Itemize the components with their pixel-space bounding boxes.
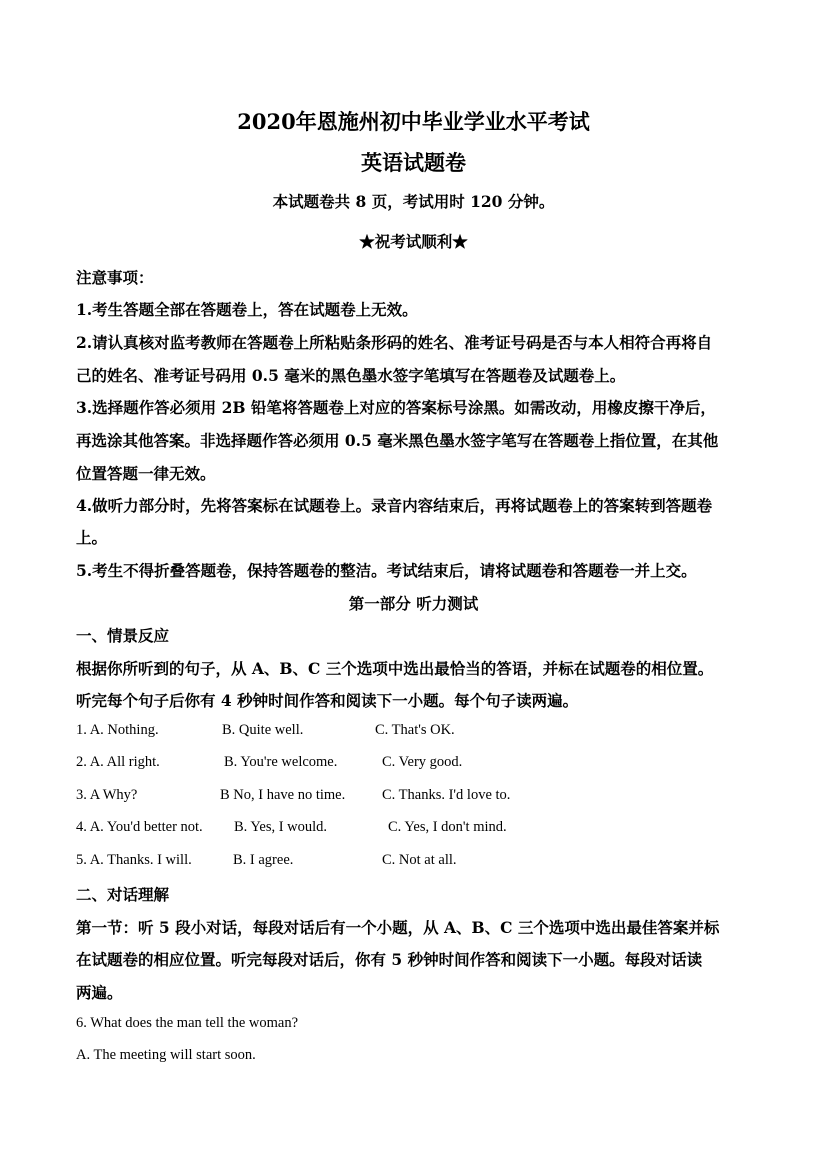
note-line: 再选涂其他答案。非选择题作答必须用 0.5 毫米黑色墨水签字笔写在答题卷上指位置，在其他 <box>76 431 719 450</box>
option-a: 5. A. Thanks. I will. <box>76 852 192 868</box>
option-c: C. Not at all. <box>382 852 457 868</box>
section1-instruction: 根据你所听到的句子，从 A、B、C 三个选项中选出最恰当的答语，并标在试题卷的相位置。 <box>76 659 714 678</box>
note-line: 1.考生答题全部在答题卷上，答在试题卷上无效。 <box>76 300 418 319</box>
note-line: 位置答题一律无效。 <box>76 464 216 483</box>
option-a: 1. A. Nothing. <box>76 722 159 738</box>
exam-wish: ★祝考试顺利★ <box>359 232 468 251</box>
section2-heading: 二、对话理解 <box>76 885 170 904</box>
section2-instruction: 两遍。 <box>76 983 123 1002</box>
option-a: 4. A. You'd better not. <box>76 819 203 835</box>
question-6-option-a: A. The meeting will start soon. <box>76 1047 256 1063</box>
option-b: B No, I have no time. <box>220 787 346 803</box>
section1-instruction: 听完每个句子后你有 4 秒钟时间作答和阅读下一小题。每个句子读两遍。 <box>76 691 579 710</box>
note-line: 上。 <box>76 528 108 547</box>
section2-instruction: 第一节：听 5 段小对话，每段对话后有一个小题，从 A、B、C 三个选项中选出最佳答案并标 <box>76 918 720 937</box>
note-line: 2.请认真核对监考教师在答题卷上所粘贴条形码的姓名、准考证号码是否与本人相符合再将自 <box>76 333 713 352</box>
part1-title: 第一部分 听力测试 <box>348 594 479 613</box>
option-b: B. You're welcome. <box>224 754 338 770</box>
option-c: C. That's OK. <box>375 722 455 738</box>
option-a: 2. A. All right. <box>76 754 160 770</box>
notes-heading: 注意事项： <box>76 268 154 287</box>
note-line: 3.选择题作答必须用 2B 铅笔将答题卷上对应的答案标号涂黑。如需改动，用橡皮擦干净后， <box>76 398 716 417</box>
note-line: 己的姓名、准考证号码用 0.5 毫米的黑色墨水签字笔填写在答题卷及试题卷上。 <box>76 366 626 385</box>
exam-title: 2020年恩施州初中毕业学业水平考试 <box>237 109 590 134</box>
option-b: B. Yes, I would. <box>234 819 328 835</box>
option-b: B. Quite well. <box>222 722 304 738</box>
exam-subtitle: 英语试题卷 <box>361 150 466 175</box>
note-line: 4.做听力部分时，先将答案标在试题卷上。录音内容结束后，再将试题卷上的答案转到答题卷 <box>76 496 713 515</box>
section1-heading: 一、情景反应 <box>76 626 170 645</box>
option-c: C. Thanks. I'd love to. <box>382 787 511 803</box>
note-line: 5.考生不得折叠答题卷，保持答题卷的整洁。考试结束后，请将试题卷和答题卷一并上交。 <box>76 561 697 580</box>
exam-info: 本试题卷共 8 页，考试用时 120 分钟。 <box>272 192 555 211</box>
option-c: C. Yes, I don't mind. <box>388 819 507 835</box>
option-c: C. Very good. <box>382 754 463 770</box>
option-a: 3. A Why? <box>76 787 138 803</box>
section2-instruction: 在试题卷的相应位置。听完每段对话后，你有 5 秒钟时间作答和阅读下一小题。每段对话读 <box>76 950 703 969</box>
question-6: 6. What does the man tell the woman? <box>76 1015 299 1031</box>
option-b: B. I agree. <box>233 852 294 868</box>
